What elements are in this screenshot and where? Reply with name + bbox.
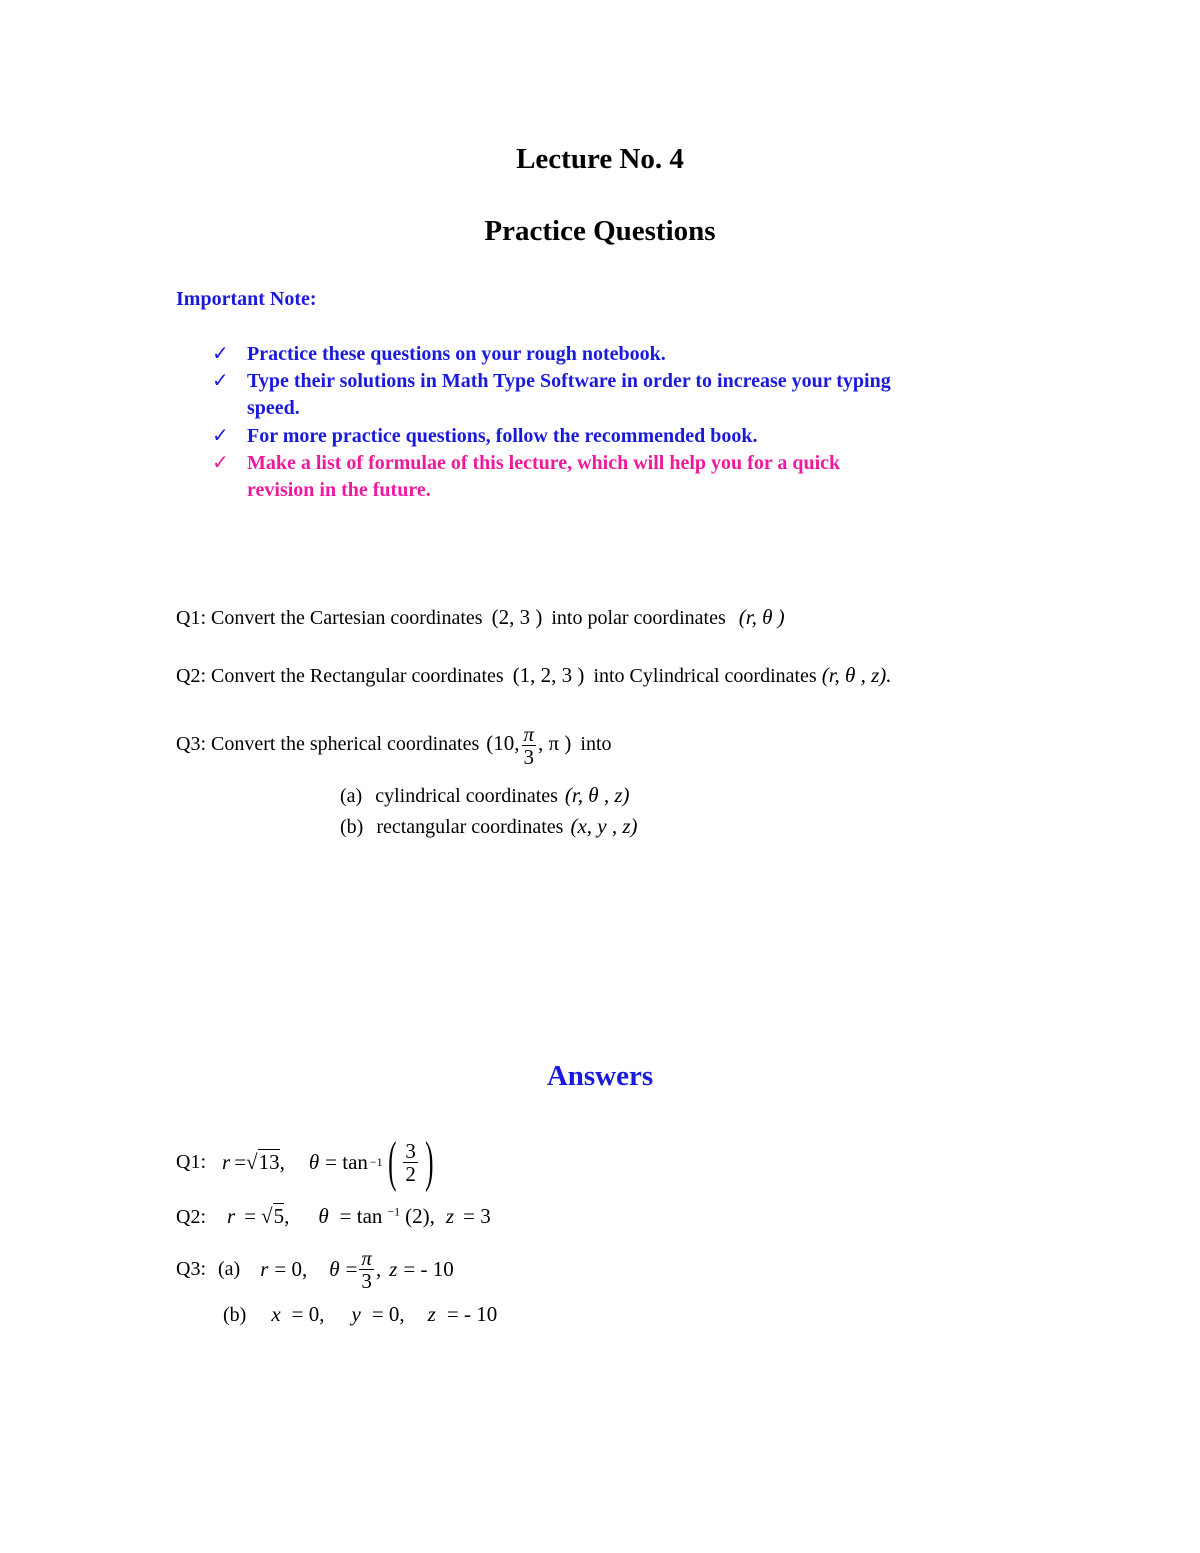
math-var: z <box>389 1256 398 1281</box>
math-var: x <box>271 1302 281 1326</box>
answer-3b <box>223 1302 497 1327</box>
question-1 <box>176 605 785 630</box>
answer-3a <box>176 1244 454 1294</box>
question-text: into Cylindrical coordinates <box>593 665 817 687</box>
math-var: r <box>260 1256 269 1281</box>
math-eq: = - 10 <box>403 1256 454 1281</box>
note-item-line: Practice these questions on your rough notebook. <box>247 343 666 365</box>
question-text: cylindrical coordinates <box>375 785 558 807</box>
part-label: (a) <box>340 785 363 807</box>
math-target: (r, θ , z). <box>821 663 892 687</box>
part-label: (b) <box>223 1304 247 1326</box>
fraction-denominator: 2 <box>405 1161 416 1186</box>
math-coords-open: (10, <box>486 731 520 756</box>
math-comma: , <box>375 1256 382 1281</box>
math-fraction <box>403 1140 418 1185</box>
question-text: Q1: Convert the Cartesian coordinates <box>176 607 483 629</box>
math-comma: , <box>284 1204 290 1228</box>
math-arg: (2), <box>405 1204 435 1228</box>
note-item-line: speed. <box>247 397 300 419</box>
note-item-line: Type their solutions in Math Type Software in order to increase your typing <box>247 370 891 392</box>
math-eq: = tan <box>325 1149 368 1174</box>
math-fraction <box>359 1247 374 1292</box>
fraction-numerator: 3 <box>405 1138 416 1163</box>
math-var: z <box>445 1204 455 1228</box>
check-icon: ✓ <box>212 452 229 474</box>
math-var: θ <box>329 1256 340 1281</box>
math-var: z <box>427 1302 436 1326</box>
math-coords: (1, 2, 3 ) <box>512 663 585 687</box>
sqrt-sign: √ <box>246 1149 258 1174</box>
answer-label: Q3: <box>176 1257 206 1280</box>
note-item-line: For more practice questions, follow the recommended book. <box>247 425 758 447</box>
note-heading: Important Note: <box>176 288 317 310</box>
answer-1 <box>176 1130 438 1194</box>
question-text: into polar coordinates <box>551 607 726 629</box>
fraction-denominator: 3 <box>361 1268 372 1293</box>
note-item-line: revision in the future. <box>247 479 431 501</box>
fraction-numerator: π <box>361 1245 372 1270</box>
lecture-title: Lecture No. 4 <box>516 143 684 175</box>
math-eq: = <box>244 1204 257 1228</box>
question-text: Q3: Convert the spherical coordinates <box>176 733 480 756</box>
check-icon: ✓ <box>212 425 229 447</box>
answer-2 <box>176 1204 491 1229</box>
question-text: into <box>580 733 612 756</box>
math-var: θ <box>308 1149 320 1174</box>
math-eq: = 0, <box>371 1302 405 1326</box>
paren-open: ( <box>387 1131 397 1193</box>
question-2 <box>176 663 892 688</box>
math-coords-close: , π ) <box>538 731 572 756</box>
math-coords: (2, 3 ) <box>491 605 543 629</box>
math-var: r <box>227 1204 236 1228</box>
math-target: (r, θ ) <box>738 605 785 629</box>
answer-label: Q1: <box>176 1150 206 1173</box>
question-3-part-a <box>340 783 630 808</box>
math-eq: = 0, <box>274 1256 308 1281</box>
math-var: θ <box>318 1204 329 1228</box>
answer-label: Q2: <box>176 1206 206 1228</box>
check-icon: ✓ <box>212 343 229 365</box>
math-superscript: −1 <box>369 1154 383 1169</box>
math-fraction <box>522 723 537 768</box>
math-target: (x, y , z) <box>570 814 638 838</box>
note-item-line: Make a list of formulae of this lecture, which will help you for a quick <box>247 452 841 474</box>
part-label: (a) <box>218 1257 241 1280</box>
question-text: Q2: Convert the Rectangular coordinates <box>176 665 504 687</box>
fraction-numerator: π <box>523 722 535 746</box>
page-subtitle: Practice Questions <box>484 215 716 247</box>
math-var: r <box>222 1149 231 1174</box>
sqrt-sign: √ <box>261 1204 273 1228</box>
paren-close: ) <box>424 1131 434 1193</box>
math-eq: = <box>345 1256 358 1281</box>
question-3-part-b <box>340 814 638 839</box>
math-superscript: −1 <box>387 1204 401 1219</box>
math-eq: = - 10 <box>446 1302 498 1326</box>
math-target: (r, θ , z) <box>564 783 630 807</box>
math-eq: = tan <box>339 1204 383 1228</box>
sqrt-radicand: 13 <box>258 1150 280 1174</box>
math-var: y <box>351 1302 361 1326</box>
fraction-denominator: 3 <box>523 745 535 769</box>
sqrt-radicand: 5 <box>273 1204 285 1228</box>
check-icon: ✓ <box>212 370 229 392</box>
math-eq: = <box>234 1149 247 1174</box>
math-comma: , <box>279 1149 285 1174</box>
math-eq: = 0, <box>291 1302 325 1326</box>
math-eq: = 3 <box>463 1204 491 1228</box>
question-3 <box>176 723 612 768</box>
question-text: rectangular coordinates <box>376 816 564 838</box>
part-label: (b) <box>340 816 364 838</box>
answers-title: Answers <box>546 1060 654 1092</box>
